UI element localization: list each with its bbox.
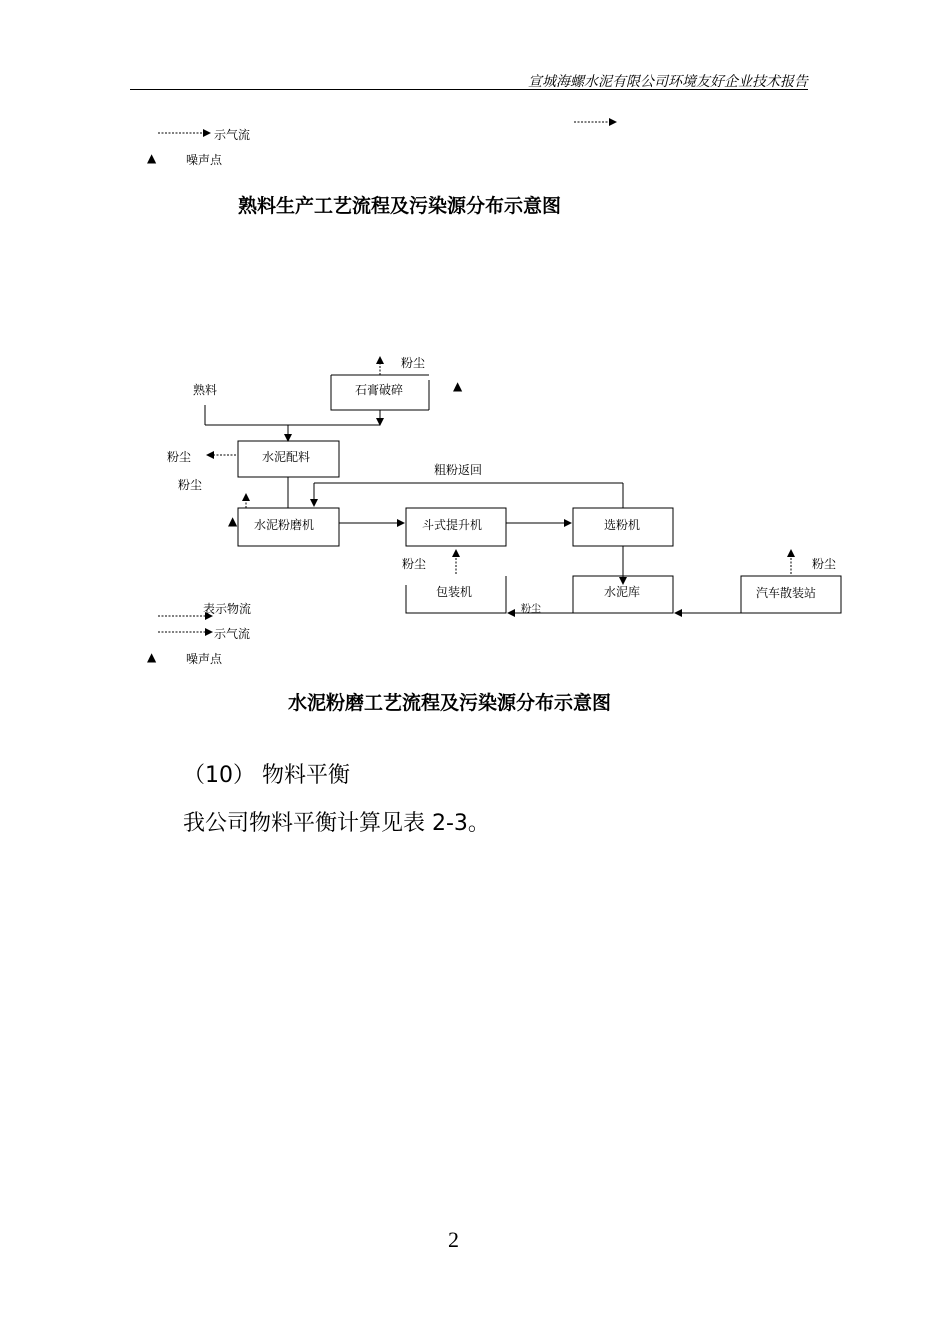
section-heading: （10） 物料平衡 bbox=[183, 763, 350, 788]
node-gypsum: 石膏破碎 bbox=[355, 383, 404, 397]
label-dust-gypsum: 粉尘 bbox=[401, 356, 426, 370]
label-dust-mill: 粉尘 bbox=[178, 478, 203, 492]
page-header-text: 宣城海螺水泥有限公司环境友好企业技术报告 bbox=[528, 74, 808, 90]
node-truck: 汽车散装站 bbox=[756, 586, 817, 600]
node-mix: 水泥配料 bbox=[262, 450, 311, 464]
figure2-title: 水泥粉磨工艺流程及污染源分布示意图 bbox=[288, 692, 612, 714]
figure1-title: 熟料生产工艺流程及污染源分布示意图 bbox=[238, 195, 562, 217]
legend-top-gas-flow: 示气流 bbox=[214, 128, 251, 142]
node-silo: 水泥库 bbox=[604, 585, 641, 599]
legend-gas-flow: 示气流 bbox=[214, 627, 251, 641]
label-dust-mix: 粉尘 bbox=[167, 450, 192, 464]
section-text: 我公司物料平衡计算见表 2-3。 bbox=[183, 811, 490, 836]
noise-gypsum: ▲ bbox=[453, 379, 463, 393]
page-number: 2 bbox=[448, 1227, 459, 1252]
label-dust-silo: 粉尘 bbox=[521, 604, 541, 615]
label-coarse-return: 粗粉返回 bbox=[434, 463, 483, 477]
label-dust-truck: 粉尘 bbox=[812, 557, 837, 571]
node-mill: 水泥粉磨机 bbox=[254, 518, 315, 532]
label-dust-packer: 粉尘 bbox=[402, 557, 427, 571]
legend-material-flow: 表示物流 bbox=[203, 602, 252, 616]
legend-noise-point: 噪声点 bbox=[186, 652, 223, 666]
node-elevator: 斗式提升机 bbox=[422, 518, 483, 532]
noise-mill: ▲ bbox=[228, 514, 238, 528]
legend-noise-symbol: ▲ bbox=[147, 650, 157, 664]
legend-top-noise-symbol: ▲ bbox=[147, 151, 157, 165]
node-packer: 包装机 bbox=[436, 585, 473, 599]
legend-top-noise-point: 噪声点 bbox=[186, 153, 223, 167]
node-separator: 选粉机 bbox=[604, 518, 641, 532]
label-clinker: 熟料 bbox=[193, 383, 218, 397]
